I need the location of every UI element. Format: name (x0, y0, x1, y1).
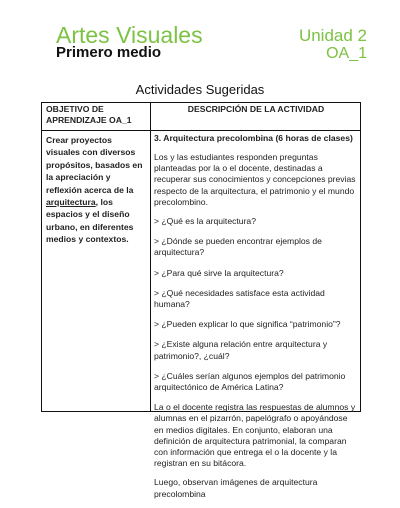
objective-column-header: OBJETIVO DE APRENDIZAJE OA_1 (46, 104, 132, 125)
activity-title: 3. Arquitectura precolombina (6 horas de clases) (154, 133, 353, 143)
question-item: > ¿Cuáles serían algunos ejemplos del patrimonio arquitectónico de América Latina? (154, 370, 346, 393)
activity-closing: La o el docente registra las respuestas de alumnos y alumnas en el pizarrón, papelógrafo o apoyándose en medios digitales. En conjunto, elaboran una definición de arquitectura patrimonial, la comparan con información que entrega el o la docente y la registran en su bitácora. (154, 402, 356, 469)
subject-title: Artes Visuales (56, 22, 203, 48)
activity-description (154, 133, 358, 508)
question-item: > ¿Pueden explicar lo que significa “patrimonio”? (154, 319, 341, 330)
learning-objective (46, 134, 148, 246)
question-item: > ¿Qué necesidades satisface esta actividad humana? (154, 287, 325, 310)
objective-text-end: , los espacios y el diseño urbano, en diferentes medios y contextos. (46, 197, 134, 245)
objective-text-start: Crear proyectos visuales con diversos propósitos, basados en la apreciación y reflexión acerca de la (46, 135, 143, 195)
activity-continuation: Luego, observan imágenes de arquitectura precolombina (154, 477, 318, 499)
question-item: > ¿Existe alguna relación entre arquitectura y patrimonio?, ¿cuál? (154, 339, 328, 361)
description-column-header: DESCRIPCIÓN DE LA ACTIVIDAD (187, 104, 325, 114)
objective-keyword: arquitectura (46, 197, 96, 208)
question-item: > ¿Para qué sirve la arquitectura? (154, 267, 284, 278)
question-item: > ¿Dónde se pueden encontrar ejemplos de arquitectura? (154, 236, 322, 258)
header-divider (42, 130, 360, 131)
oa-label: OA_1 (326, 45, 367, 62)
activity-table (41, 102, 361, 499)
grade-level: Primero medio (56, 44, 162, 61)
unit-label: Unidad 2 (298, 26, 367, 45)
question-item: > ¿Qué es la arquitectura? (154, 216, 256, 227)
column-divider (150, 103, 151, 411)
activity-intro: Los y las estudiantes responden preguntas planteadas por la o el docente, destinadas a recuperar sus conocimientos y concepciones previas respecto de la arquitectura, el patrimonio y el mundo precolombino. (154, 152, 356, 207)
section-title: Actividades Sugeridas (135, 82, 265, 97)
